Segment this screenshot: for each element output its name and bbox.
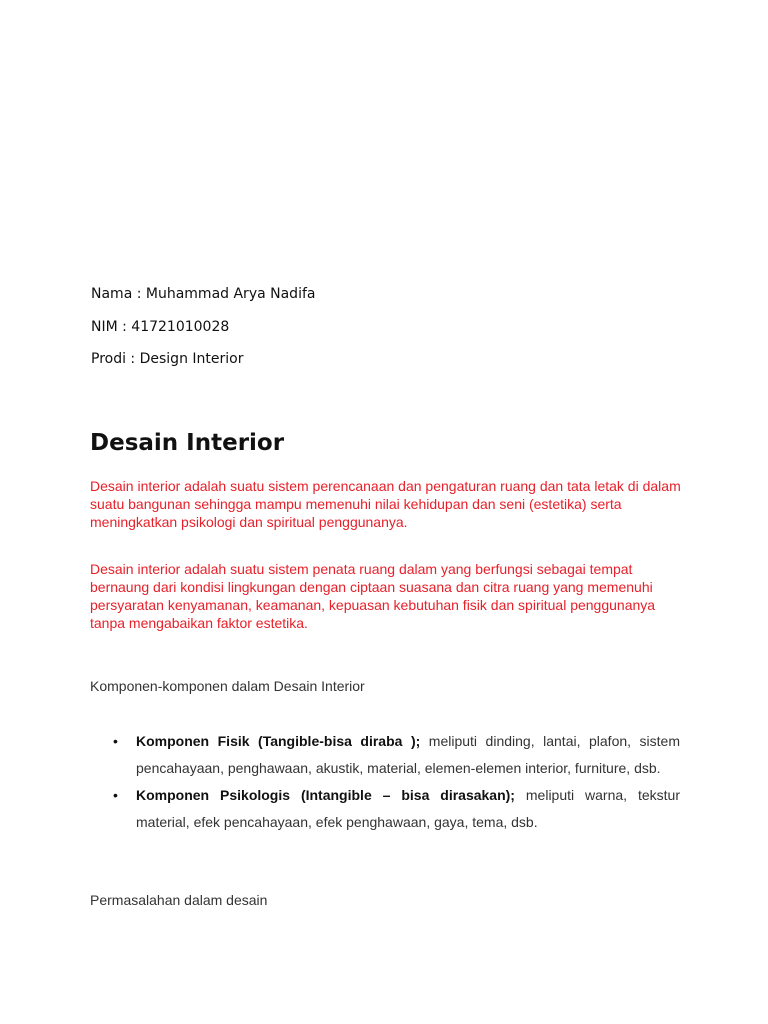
definition-paragraph-2: Desain interior adalah suatu sistem penata ruang dalam yang berfungsi sebagai tempat bernaung dari kondisi lingkungan dengan ciptaan suasana dan citra ruang yang memenuhi persyaratan kenyamanan, keamanan, kepuasan kebutuhan fisik dan spiritual penggunanya tanpa mengabaikan faktor estetika. — [90, 561, 656, 631]
bullet-icon: • — [113, 787, 118, 803]
component-description: meliputi warna, tekstur material, efek pencahayaan, efek penghawaan, gaya, tema, dsb. — [136, 787, 680, 830]
component-title: Komponen Psikologis (Intangible – bisa dirasakan); — [136, 787, 515, 803]
student-name: Nama : Muhammad Arya Nadifa — [91, 286, 316, 302]
student-prodi: Prodi : Design Interior — [91, 351, 244, 367]
list-item — [110, 728, 680, 782]
components-heading: Komponen-komponen dalam Desain Interior — [90, 678, 365, 694]
component-description: meliputi dinding, lantai, plafon, sistem pencahayaan, penghawaan, akustik, material, elemen-elemen interior, furniture, dsb. — [136, 733, 680, 776]
list-item — [110, 782, 680, 836]
component-title: Komponen Fisik (Tangible-bisa diraba ); — [136, 733, 421, 749]
section-title: Desain Interior — [90, 430, 285, 456]
bullet-icon: • — [113, 733, 118, 749]
problems-heading: Permasalahan dalam desain — [90, 892, 268, 908]
student-nim: NIM : 41721010028 — [91, 319, 230, 335]
definition-paragraph-1: Desain interior adalah suatu sistem perencanaan dan pengaturan ruang dan tata letak di dalam suatu bangunan sehingga mampu memenuhi nilai kehidupan dan seni (estetika) serta meningkatkan psikologi dan spiritual penggunanya. — [90, 478, 681, 530]
components-list — [110, 728, 680, 836]
